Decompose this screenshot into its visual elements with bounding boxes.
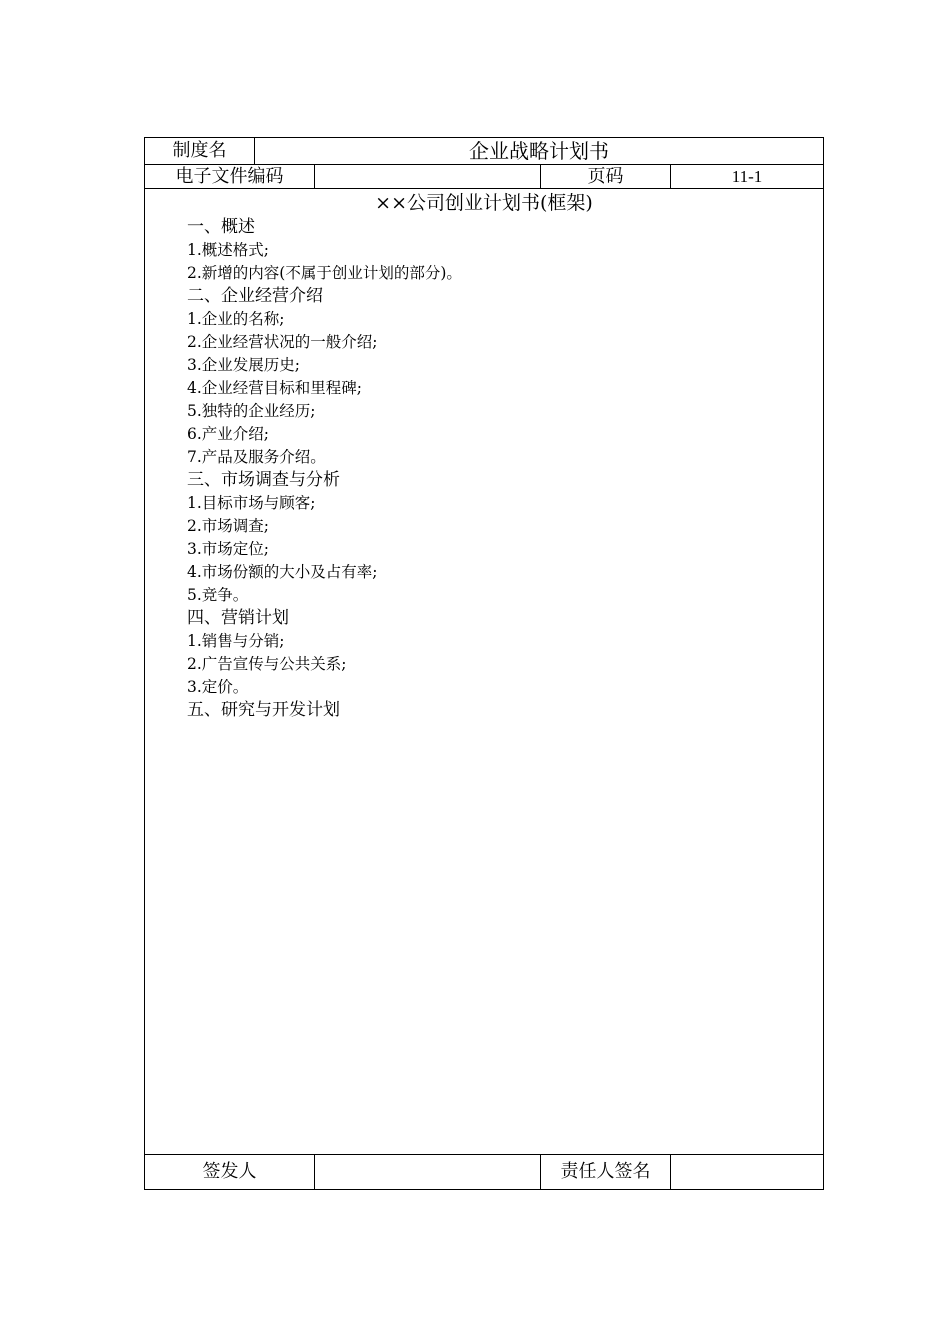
section-item: 1.目标市场与顾客; [187,494,316,512]
document-body [145,189,823,1155]
section-title: 一、概述 [187,217,255,237]
section [187,699,803,722]
section-item: 4.企业经营目标和里程碑; [187,379,363,397]
section [187,469,803,607]
section-item: 1.销售与分销; [187,632,285,650]
section-item: 6.产业介绍; [187,425,270,443]
section-title: 三、市场调查与分析 [187,470,340,490]
file-code-label: 电子文件编码 [145,165,315,188]
section-title: 四、营销计划 [187,608,289,628]
section-title: 二、企业经营介绍 [187,286,323,306]
issuer-signature-field [315,1155,541,1189]
section-item: 3.企业发展历史; [187,356,301,374]
section-item: 5.独特的企业经历; [187,402,316,420]
header-row-file-code [145,165,823,189]
document-heading: ××公司创业计划书(框架) [375,192,593,214]
section-item: 2.新增的内容(不属于创业计划的部分)。 [187,264,462,282]
footer-row [145,1155,823,1189]
section-item: 1.企业的名称; [187,310,285,328]
file-code-value [315,165,541,188]
section-title: 五、研究与开发计划 [187,700,340,720]
responsible-signature-field [671,1155,823,1189]
system-name-label: 制度名 [145,138,255,164]
section-item: 5.竞争。 [187,586,249,604]
section-item: 7.产品及服务介绍。 [187,448,326,466]
document-form [144,137,824,1190]
section [187,216,803,285]
section [187,285,803,469]
section-item: 2.企业经营状况的一般介绍; [187,333,378,351]
section-item: 2.广告宣传与公共关系; [187,655,347,673]
page-code-label: 页码 [541,165,671,188]
section [187,607,803,699]
system-name-value: 企业战略计划书 [469,139,609,163]
section-item: 1.概述格式; [187,241,270,259]
page-code-value: 11-1 [731,167,763,186]
issuer-label: 签发人 [145,1155,315,1189]
section-item: 3.定价。 [187,678,249,696]
section-item: 3.市场定位; [187,540,270,558]
section-item: 4.市场份额的大小及占有率; [187,563,378,581]
responsible-label: 责任人签名 [541,1155,671,1189]
section-item: 2.市场调查; [187,517,270,535]
outline [187,216,803,722]
header-row-system-name [145,138,823,165]
